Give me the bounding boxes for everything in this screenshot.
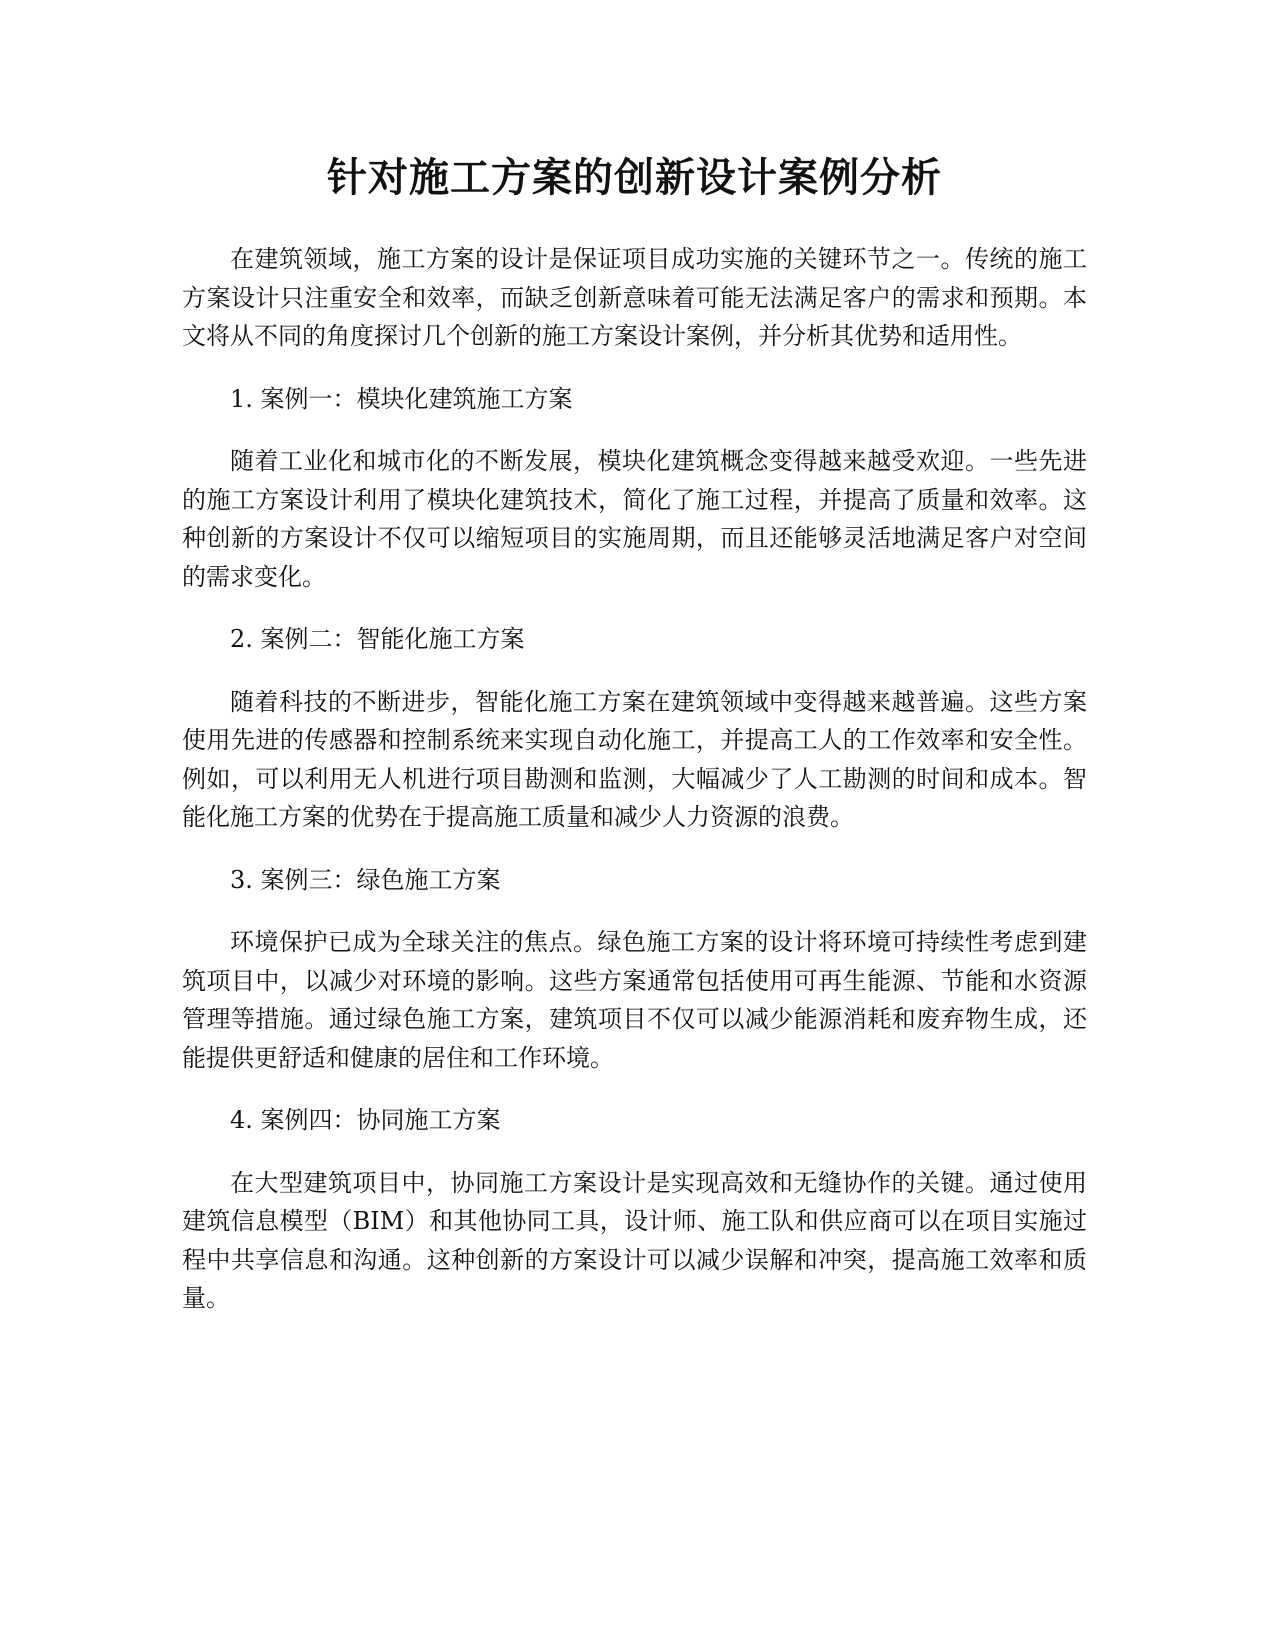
document-body <box>182 240 1087 1342</box>
section-paragraph-1: 随着工业化和城市化的不断发展，模块化建筑概念变得越来越受欢迎。一些先进的施工方案设计利用了模块化建筑技术，简化了施工过程，并提高了质量和效率。这种创新的方案设计不仅可以缩短项目的实施周期，而且还能够灵活地满足客户对空间的需求变化。 <box>182 447 1087 591</box>
section-paragraph-4: 在大型建筑项目中，协同施工方案设计是实现高效和无缝协作的关键。通过使用建筑信息模型（BIM）和其他协同工具，设计师、施工队和供应商可以在项目实施过程中共享信息和沟通。这种创新的方案设计可以减少误解和冲突，提高施工效率和质量。 <box>182 1168 1087 1312</box>
section-heading-2: 2. 案例二：智能化施工方案 <box>230 625 525 653</box>
section-paragraph-3: 环境保护已成为全球关注的焦点。绿色施工方案的设计将环境可持续性考虑到建筑项目中，以减少对环境的影响。这些方案通常包括使用可再生能源、节能和水资源管理等措施。通过绿色施工方案，建筑项目不仅可以减少能源消耗和废弃物生成，还能提供更舒适和健康的居住和工作环境。 <box>182 928 1087 1072</box>
intro-paragraph: 在建筑领域，施工方案的设计是保证项目成功实施的关键环节之一。传统的施工方案设计只注重安全和效率，而缺乏创新意味着可能无法满足客户的需求和预期。本文将从不同的角度探讨几个创新的施工方案设计案例，并分析其优势和适用性。 <box>182 245 1087 350</box>
section-heading-1: 1. 案例一：模块化建筑施工方案 <box>230 384 573 413</box>
section-heading-4: 4. 案例四：协同施工方案 <box>230 1106 501 1134</box>
section-heading-3: 3. 案例三：绿色施工方案 <box>230 865 501 894</box>
section-paragraph-2: 随着科技的不断进步，智能化施工方案在建筑领域中变得越来越普遍。这些方案使用先进的传感器和控制系统来实现自动化施工，并提高工人的工作效率和安全性。例如，可以利用无人机进行项目勘测和监测，大幅减少了人工勘测的时间和成本。智能化施工方案的优势在于提高施工质量和减少人力资源的浪费。 <box>182 687 1087 831</box>
page-title: 针对施工方案的创新设计案例分析 <box>327 155 942 201</box>
